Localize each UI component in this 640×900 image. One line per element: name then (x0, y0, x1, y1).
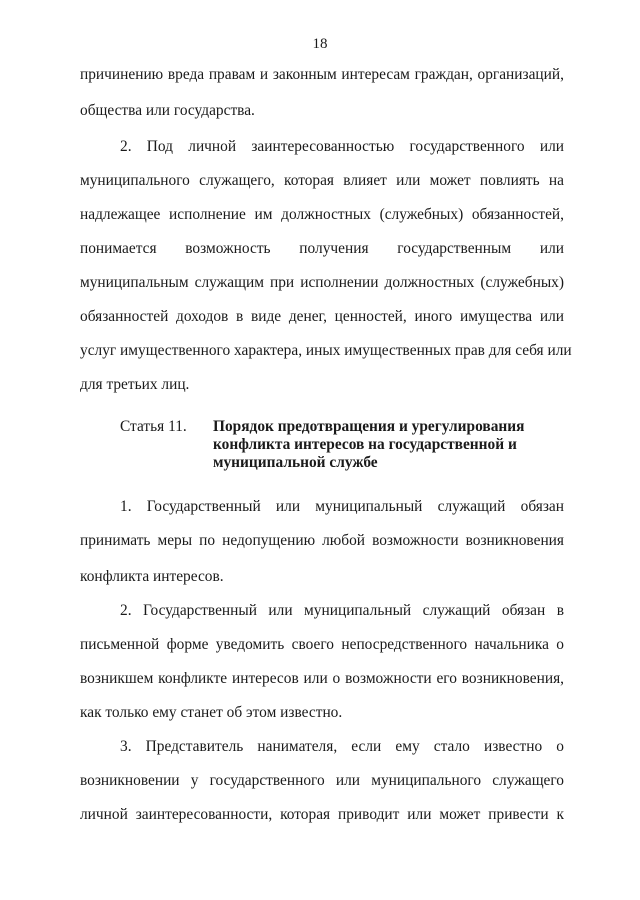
paragraph-line: 3. Представитель нанимателя, если ему стало известно о (120, 738, 564, 755)
paragraph-line: услуг имущественного характера, иных имущественных прав для себя или (80, 342, 572, 359)
paragraph-line: конфликта интересов. (80, 568, 224, 585)
paragraph-line: понимается возможность получения государственным или (80, 240, 564, 257)
paragraph-line: обязанностей доходов в виде денег, ценностей, иного имущества или (80, 308, 564, 325)
paragraph-line: письменной форме уведомить своего непосредственного начальника о (80, 636, 564, 653)
page-number: 18 (312, 36, 328, 52)
paragraph-line: надлежащее исполнение им должностных (служебных) обязанностей, (80, 206, 564, 223)
paragraph-line: муниципального служащего, которая влияет или может повлиять на (80, 172, 564, 189)
paragraph-line: причинению вреда правам и законным интересам граждан, организаций, (80, 66, 564, 83)
paragraph-line: 1. Государственный или муниципальный служащий обязан (120, 498, 564, 515)
paragraph-line: общества или государства. (80, 102, 255, 119)
paragraph-line: личной заинтересованности, которая приводит или может привести к (80, 806, 564, 823)
article-title (213, 418, 543, 472)
paragraph-line: принимать меры по недопущению любой возможности возникновения (80, 532, 564, 549)
paragraph-line: как только ему станет об этом известно. (80, 704, 343, 721)
article-title-line: конфликта интересов на государственной и (213, 436, 517, 453)
paragraph-line: 2. Государственный или муниципальный служащий обязан в (120, 602, 564, 619)
paragraph-line: 2. Под личной заинтересованностью государственного или (120, 138, 564, 155)
article-title-line: муниципальной службе (213, 454, 378, 471)
article-label: Статья 11. (120, 418, 187, 435)
article-title-line: Порядок предотвращения и урегулирования (213, 418, 525, 435)
paragraph-line: возникшем конфликте интересов или о возможности его возникновения, (80, 670, 564, 687)
paragraph-line: возникновении у государственного или муниципального служащего (80, 772, 564, 789)
paragraph-line: муниципальным служащим при исполнении должностных (служебных) (80, 274, 564, 291)
paragraph-line: для третьих лиц. (80, 376, 190, 393)
